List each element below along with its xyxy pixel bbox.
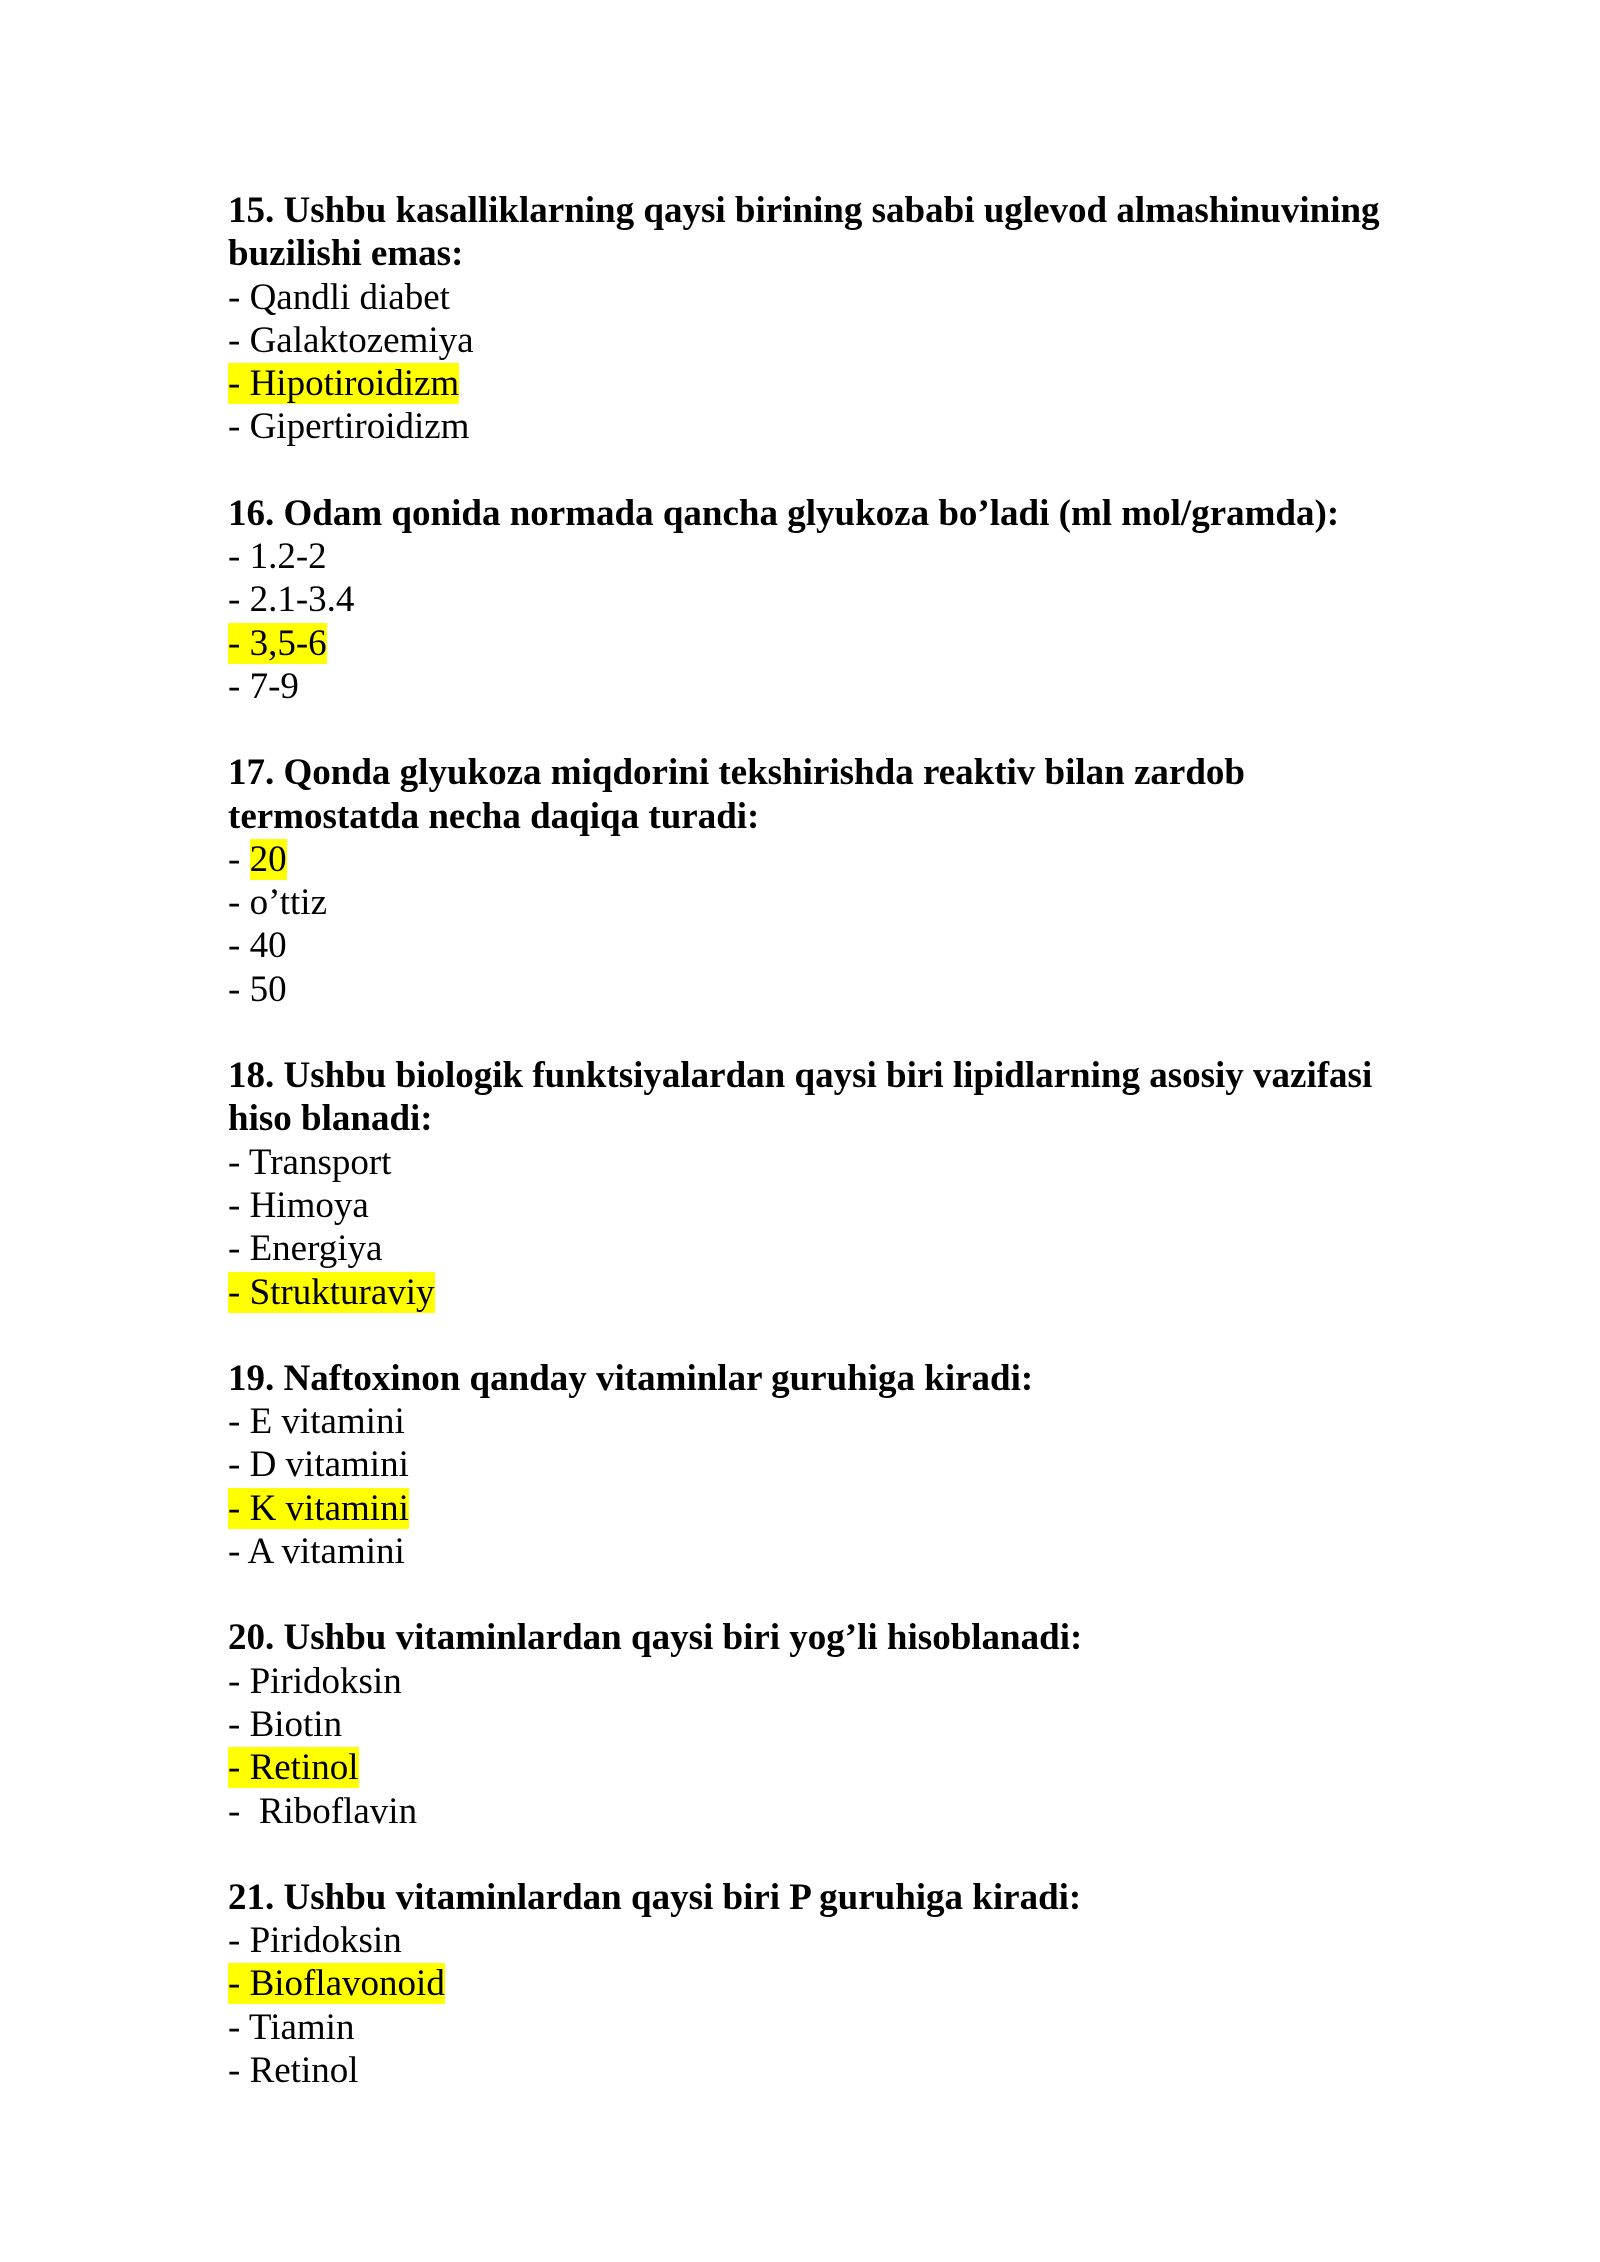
option-text: - Qandli diabet [228, 276, 450, 318]
option-text: - K vitamini [228, 1487, 409, 1529]
option-text: - D vitamini [228, 1444, 409, 1486]
answer-option [228, 535, 1428, 578]
question-block [228, 1054, 1428, 1314]
answer-option [228, 968, 1428, 1011]
answer-option [228, 1400, 1428, 1443]
option-text: - Riboflavin [228, 1790, 418, 1832]
option-text: - Piridoksin [228, 1660, 402, 1702]
answer-option [228, 1141, 1428, 1184]
answer-option-highlighted [228, 1962, 1428, 2005]
question-title: 21. Ushbu vitaminlardan qaysi biri P guruhiga kiradi: [228, 1876, 1082, 1918]
option-text: - Energiya [228, 1228, 383, 1270]
option-text: - Transport [228, 1141, 392, 1183]
answer-option [228, 1227, 1428, 1270]
question-list [228, 189, 1428, 2092]
option-text: - Bioflavonoid [228, 1963, 445, 2005]
option-text: - Gipertiroidizm [228, 406, 470, 448]
question-title: 15. Ushbu kasalliklarning qaysi birining sababi uglevod almashinuvining buzilishi emas: [228, 190, 1380, 275]
question-title: 20. Ushbu vitaminlardan qaysi biri yog’li hisoblanadi: [228, 1617, 1083, 1659]
question-title: 17. Qonda glyukoza miqdorini tekshirishda reaktiv bilan zardob termostatda necha daqiqa turadi: [228, 752, 1246, 837]
question-title: 18. Ushbu biologik funktsiyalardan qaysi biri lipidlarning asosiy vazifasi hiso blanadi: [228, 1055, 1373, 1140]
option-text: - Tiamin [228, 2006, 355, 2048]
question-block [228, 189, 1428, 449]
question-title: 16. Odam qonida normada qancha glyukoza bo’ladi (ml mol/gramda): [228, 492, 1340, 534]
option-text: - A vitamini [228, 1531, 405, 1573]
option-text: - Hipotiroidizm [228, 363, 460, 405]
answer-option [228, 1443, 1428, 1486]
option-text: - Retinol [228, 2049, 359, 2091]
answer-option [228, 665, 1428, 708]
question-block [228, 1876, 1428, 2092]
option-text: - Piridoksin [228, 1920, 402, 1962]
answer-option [228, 924, 1428, 967]
answer-option [228, 319, 1428, 362]
answer-option [228, 405, 1428, 448]
question-block [228, 1616, 1428, 1832]
answer-option-highlighted [228, 1271, 1428, 1314]
question-block [228, 751, 1428, 1011]
option-text: - Retinol [228, 1747, 359, 1789]
option-text: - E vitamini [228, 1401, 405, 1443]
answer-option [228, 1530, 1428, 1573]
option-text: - Biotin [228, 1703, 343, 1745]
question-title: 19. Naftoxinon qanday vitaminlar guruhiga kiradi: [228, 1357, 1034, 1399]
option-text: - o’ttiz [228, 882, 327, 924]
option-text: - 50 [228, 968, 287, 1010]
answer-option [228, 1660, 1428, 1703]
answer-option [228, 2049, 1428, 2092]
answer-option-highlighted [228, 622, 1428, 665]
option-text: 20 [249, 838, 287, 880]
answer-option [228, 1184, 1428, 1227]
answer-option [228, 276, 1428, 319]
option-text: - 7-9 [228, 665, 299, 707]
answer-option-highlighted [228, 838, 1428, 881]
answer-option [228, 1703, 1428, 1746]
option-text: - 3,5-6 [228, 622, 327, 664]
document-page [228, 189, 1428, 2135]
answer-option-highlighted [228, 362, 1428, 405]
answer-option-highlighted [228, 1746, 1428, 1789]
question-block [228, 492, 1428, 708]
option-text: - 1.2-2 [228, 536, 327, 578]
answer-option [228, 881, 1428, 924]
answer-option [228, 578, 1428, 621]
answer-option [228, 1919, 1428, 1962]
answer-option [228, 2006, 1428, 2049]
option-text: - 40 [228, 925, 287, 967]
option-text: - Strukturaviy [228, 1271, 435, 1313]
answer-option-highlighted [228, 1487, 1428, 1530]
question-block [228, 1357, 1428, 1573]
option-text: - 2.1-3.4 [228, 579, 355, 621]
option-text: - Galaktozemiya [228, 319, 474, 361]
answer-option [228, 1790, 1428, 1833]
option-prefix: - [228, 838, 250, 880]
option-text: - Himoya [228, 1184, 369, 1226]
